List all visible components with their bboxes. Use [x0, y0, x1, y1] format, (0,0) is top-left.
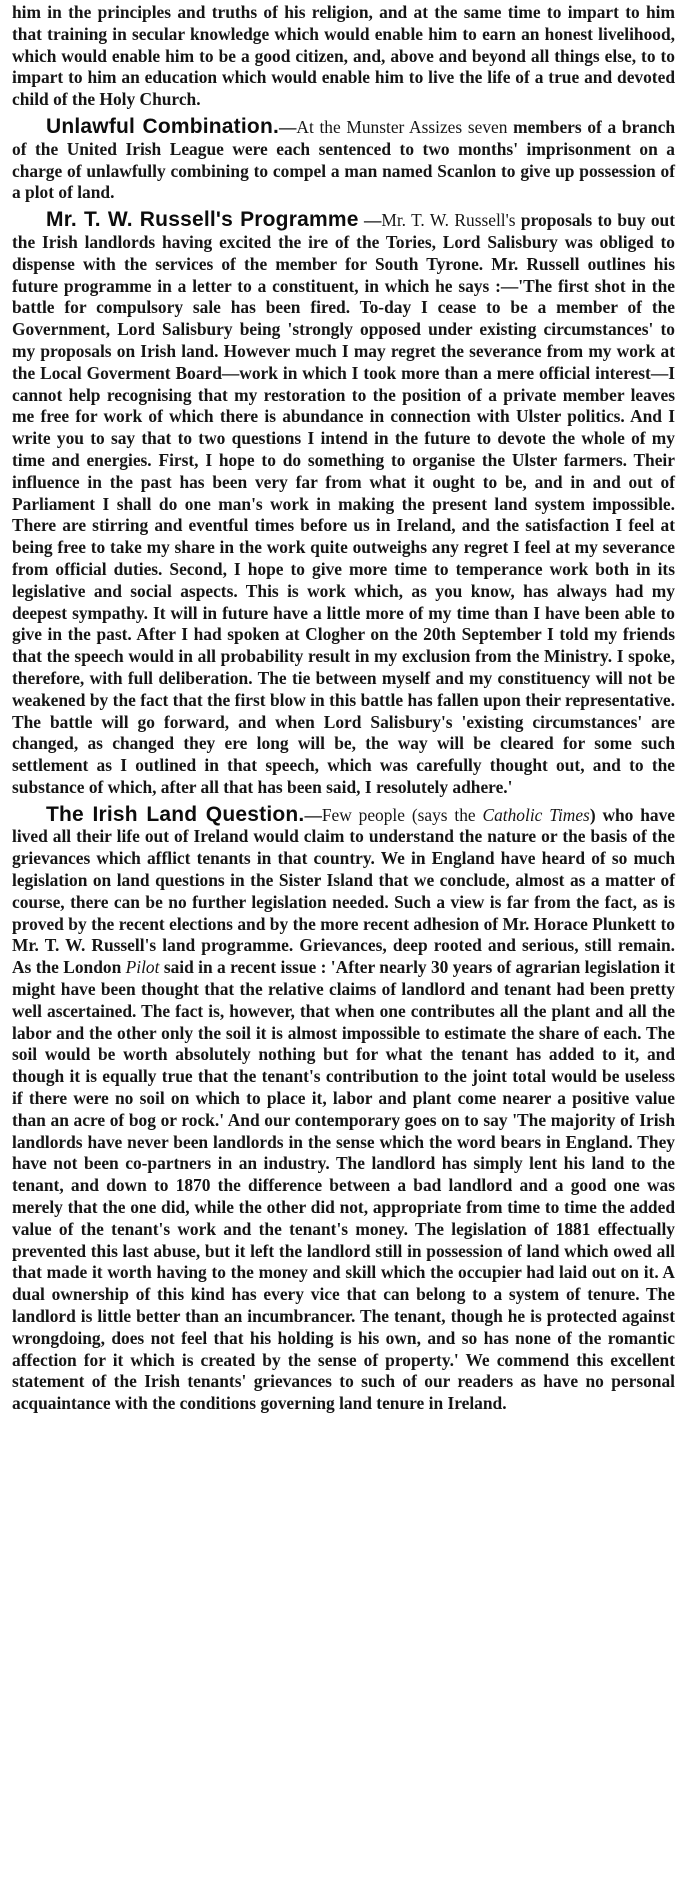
article-russell-text: proposals to buy out the Irish landlords having excited the ire of the Tories, Lord Salisbury was obliged to dispense with the services of the member for South Tyrone. Mr. Russell outlines his future programme in a letter to a constituent, in which he says :—'The first shot in the battle for compulsory sale has been fired. To-day I cease to be a member of the Government, Lord Salisbury being 'strongly opposed under existing circumstances' to my proposals on Irish land. However much I may regret the severance from my work at the Local Goverment Board—work in which I took more than a mere official interest—I cannot help recognising that my restoration to the position of a private member leaves me free for work of which there is abundance in connection with Ulster politics. And I write you to say that to two questions I intend in the future to devote the whole of my time and energies. First, I hope to do something to organise the Ulster farmers. Their influence in the past has been very far from what it ought to be, and in and out of Parliament I shall do one man's work in making the present land system impossible. There are stirring and eventful times before us in Ireland, and the satisfaction I feel at being free to take my share in the work quite outweighs any regret I feel at my severance from official duties. Second, I hope to give more time to temperance work both in its legislative and social aspects. This is work which, as you know, has always had my deepest sympathy. It will in future have a little more of my time than I have been able to give in the past. After I had spoken at Clogher on the 20th September I told my friends that the speech would in all probability result in my exclusion from the Ministry. I spoke, therefore, with full deliberation. The tie between myself and my constituency will not be weakened by the fact that the first blow in this battle has fallen upon their representative. The battle will go forward, and when Lord Salisbury's 'existing circumstances' are changed, as changed they ere long will be, the way will be cleared for some such settlement as I outlined in that speech, which was carefully thought out, and to the substance of which, after all that has been said, I resolutely adhere.' — [12, 210, 675, 797]
article-land-times: Times — [549, 804, 590, 825]
article-russell-lead: Mr. T. W. Russell's — [381, 210, 516, 231]
article-combination-lead: At the Munster Assizes seven — [296, 116, 508, 137]
article-land-dash: — — [304, 804, 322, 825]
article-land-paragraph — [12, 804, 675, 1415]
article-land-pilot: Pilot — [125, 957, 160, 978]
newspaper-column — [12, 2, 675, 1420]
article-religion-text: him in the principles and truths of his religion, and at the same time to impart to him that training in secular knowledge which would enable him to earn an honest livelihood, which would enable him to be a good citizen, and, above and beyond all things else, to to impart to him an education which would enable him to live the life of a true and devoted child of the Holy Church. — [12, 2, 675, 110]
article-combination-dash: — — [279, 116, 297, 137]
article-land-text-2: said in a recent issue : 'After nearly 30 years of agrarian legislation it might have been thought that the relative claims of landlord and tenant had been pretty well ascertained. The fact is, however, that when one contributes all the plant and all the labor and the other only the soil it is almost impossible to estimate the share of each. The soil would be worth absolutely nothing but for what the tenant has added to it, and though it is equally true that the tenant's contribution to the joint total would be useless if there were no soil on which to place it, labor and plant come nearer a positive value than an acre of bog or rock.' And our contemporary goes on to say 'The majority of Irish landlords have never been landlords in the sense which the word bears in England. They have not been co-partners in an industry. The landlord has simply lent his land to the tenant, and down to 1870 the difference between a bad landlord and a good one was merely that the one did, while the other did not, appropriate from time to time the added value of the tenant's work and the tenant's money. The legislation of 1881 effectually prevented this last abuse, but it left the landlord still in possession of land which owed all that made it worth having to the money and skill which the occupier had laid out on it. A dual ownership of this kind has every vice that can belong to a system of tenure. The landlord is little better than an incumbrancer. The tenant, though he is protected against wrongdoing, does not feel that his holding is his own, and so has none of the romantic affection for it which is created by the sense of property.' We commend this excellent statement of the Irish tenants' grievances to such of our readers as have no personal acquaintance with the conditions governing land tenure in Ireland. — [12, 957, 676, 1414]
article-combination-heading: Unlawful Combination. — [46, 114, 280, 138]
article-russell-dash: — — [358, 210, 382, 231]
article-land-catholic: Catholic — [482, 804, 543, 825]
article-combination-text: members of a branch of the United Irish League were each sentenced to two months' imprisonment on a charge of unlawfully combining to compel a man named Scanlon to give up possession of a plot of land. — [12, 116, 675, 203]
article-russell-heading: Mr. T. W. Russell's Programme — [46, 208, 359, 232]
article-land-lead: Few people (says the — [321, 804, 483, 825]
article-combination-paragraph — [12, 116, 675, 204]
article-russell-paragraph — [12, 209, 675, 799]
article-land-text-1: ) who have lived all their life out of Ireland would claim to understand the nature or the basis of the grievances which afflict tenants in that country. We in England have heard of so much legislation on land questions in the Sister Island that we conclude, almost as a matter of course, there can be no further legislation needed. Such a view is far from the fact, as is proved by the recent elections and by the more recent adhesion of Mr. Horace Plunkett to Mr. T. W. Russell's land programme. Grievances, deep rooted and serious, still remain. As the London — [12, 804, 675, 978]
article-land-heading: The Irish Land Question. — [46, 802, 305, 826]
article-religion-paragraph — [12, 2, 675, 111]
